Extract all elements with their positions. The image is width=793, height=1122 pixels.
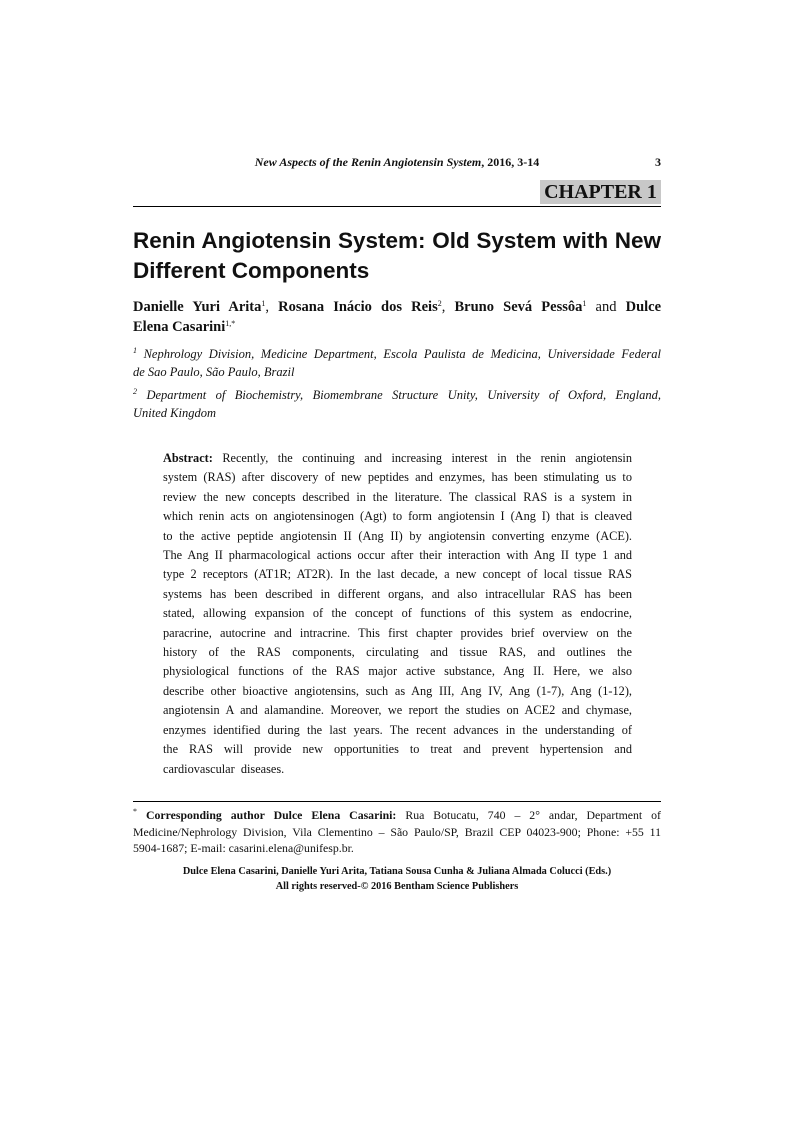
- author-list: Danielle Yuri Arita$^1$, Rosana Inácio dos Reis$^2$, Bruno Sevá Pessôa$^1$ and Dulce Elena Casarini$^{1,*}$: [133, 299, 662, 335]
- journal-info: , 2016, 3-14: [481, 155, 540, 169]
- page-number: 3: [655, 155, 661, 169]
- corresponding-author-footnote: * Corresponding author Dulce Elena Casarini: Rua Botucatu, 740 – 2° andar, Department of Medicine/Nephrology Division, Vila Clementino – São Paulo/SP, Brazil CEP 04023-900; Phone: +55 11 5904-1687; E-mail: casarini.elena@unifesp.br.: [133, 807, 661, 855]
- affiliation: $^2$ Department of Biochemistry, Biomembrane Structure Unity, University of Oxford, England, United Kingdom: [133, 387, 662, 420]
- abstract-line: cardiovascular diseases.: [163, 761, 285, 776]
- author-name: Rosana Inácio dos Reis: [278, 299, 438, 315]
- abstract-line: physiological functions of the RAS major active substance, Ang II. Here, we also: [163, 664, 632, 679]
- affiliation: $^1$ Nephrology Division, Medicine Department, Escola Paulista de Medicina, Universidade Federal de Sao Paulo, São Paulo, Brazil: [133, 346, 661, 379]
- book-credits: [133, 864, 661, 894]
- abstract-line: The Ang II pharmacological actions occur after their interaction with Ang II type 1 and: [163, 548, 632, 563]
- abstract-line: enzymes identified during the last years. The recent advances in the understanding of: [163, 722, 632, 737]
- abstract-line: stated, allowing expansion of the concept of functions of this system as endocrine,: [163, 606, 632, 621]
- abstract-line: system (RAS) after discovery of new peptides and enzymes, has been stimulating us to: [163, 470, 632, 485]
- abstract-line: history of the RAS components, circulating and tissue RAS, and outlines the: [163, 645, 632, 660]
- editors: Dulce Elena Casarini, Danielle Yuri Arita, Tatiana Sousa Cunha & Juliana Almada Colucci (Eds.): [182, 866, 612, 877]
- abstract-line: systems has been described in different organs, and also intracellular RAS has been: [163, 586, 632, 601]
- abstract-line: angiotensin A and alamandine. Moreover, we report the studies on ACE2 and chymase,: [163, 703, 632, 718]
- author-name: Danielle Yuri Arita: [133, 299, 262, 315]
- chapter-label: CHAPTER 1: [540, 180, 661, 204]
- title-line: Different Components: [133, 258, 370, 283]
- abstract-line: review the new concepts described in the literature. The classical RAS is a system in: [163, 489, 632, 504]
- author-name: Elena Casarini: [133, 319, 226, 335]
- abstract-line: which renin acts on angiotensinogen (Agt) to form angiotensin I (Ang I) that is cleaved: [163, 509, 632, 524]
- footnote-rule: [133, 801, 661, 802]
- journal-title: New Aspects of the Renin Angiotensin System: [254, 155, 482, 169]
- author-name: Dulce: [625, 299, 662, 315]
- abstract: Abstract: Recently, the continuing and increasing interest in the renin angiotensin system (RAS) after discovery of new peptides and enzymes, has been stimulating us to review the new concepts described in the literature. The classical RAS is a system in which renin acts on angiotensinogen (Agt) to form angiotensin I (Ang I) that is cleaved to the active peptide angiotensin II (Ang II) by angiotensin converting enzyme (ACE). The Ang II pharmacological actions occur after their interaction with Ang II type 1 and type 2 receptors (AT1R; AT2R). In the last decade, a new concept of local tissue RAS systems has been described in different organs, and also intracellular RAS has been stated, allowing expansion of the concept of functions of this system as endocrine, paracrine, autocrine and intracrine. This first chapter provides brief overview on the history of the RAS components, circulating and tissue RAS, and outlines the physiological functions of the RAS major active substance, Ang II. Here, we also describe other bioactive angiotensins, such as Ang III, Ang IV, Ang (1-7), Ang (1-12), angiotensin A and alamandine. Moreover, we report the studies on ACE2 and chymase, enzymes identified during the last years. The recent advances in the understanding of the RAS will provide new opportunities to treat and prevent hypertension and cardiovascular diseases.: [163, 449, 632, 779]
- title-line: Renin Angiotensin System: Old System with New: [133, 228, 661, 253]
- author-name: Bruno Sevá Pessôa: [454, 299, 583, 315]
- copyright: All rights reserved-© 2016 Bentham Science Publishers: [275, 881, 519, 892]
- abstract-line: to the active peptide angiotensin II (Ang II) by angiotensin converting enzyme (ACE).: [163, 528, 632, 543]
- abstract-line: describe other bioactive angiotensins, such as Ang III, Ang IV, Ang (1-7), Ang (1-12),: [163, 683, 632, 698]
- abstract-line: type 2 receptors (AT1R; AT2R). In the last decade, a new concept of local tissue RAS: [163, 567, 632, 582]
- abstract-label: Abstract:: [163, 451, 213, 465]
- chapter-title: [133, 226, 661, 286]
- abstract-body: [163, 468, 632, 759]
- abstract-line: the RAS will provide new opportunities to treat and prevent hypertension and: [163, 742, 632, 757]
- abstract-line: paracrine, autocrine and intracrine. This first chapter provides brief overview on the: [163, 625, 632, 640]
- header-rule: [133, 206, 661, 207]
